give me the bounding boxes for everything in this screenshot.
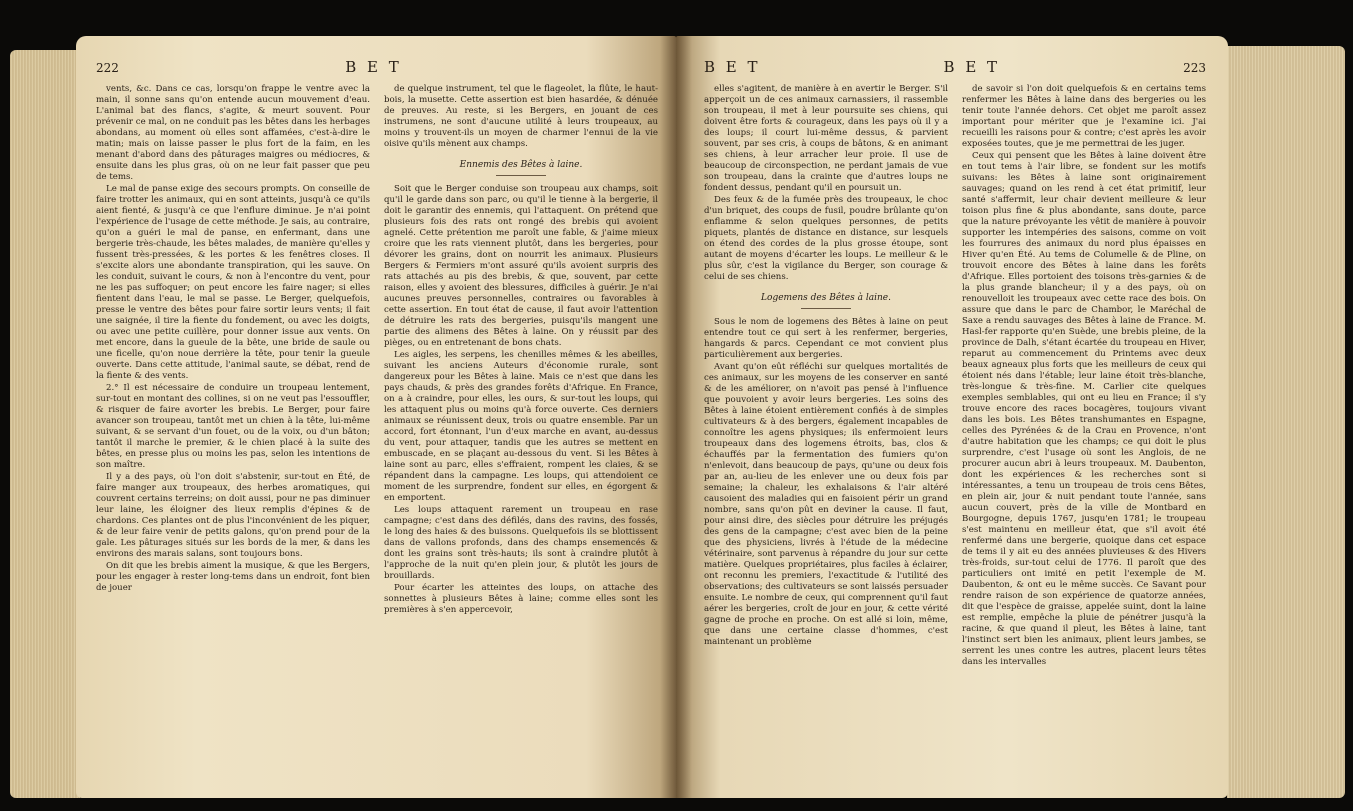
paragraph: Sous le nom de logemens des Bêtes à laine on peut entendre tout ce qui sert à les renfermer, bergeries, hangards & parcs. Cependant ce mot convient plus particulièrement aux bergeries. [704,317,948,360]
paragraph: vents, &c. Dans ce cas, lorsqu'on frappe le ventre avec la main, il sonne sans qu'on entende aucun mouvement d'eau. L'animal bat des flancs, s'agite, & meurt souvent. Pour prévenir ce mal, on ne conduit pas les bêtes dans les herbages abondans, au moment où elles sont affamées, c'est-à-dire le matin; mais on laisse passer le plus fort de la faim, en les menant d'abord dans des pâturages maigres ou médiocres, & ensuite dans les plus gras, où on ne leur fait passer que peu de tems. [96,84,370,182]
right-running-head-right: B E T [943,58,1001,76]
left-page-edges [10,50,80,798]
paragraph: Il y a des pays, où l'on doit s'abstenir, sur-tout en Été, de faire manger aux troupeaux, des herbes aromatiques, qui couvrent certains terreins; on doit aussi, pour ne pas diminuer leur laine, les éloigner des lieux remplis d'épines & de chardons. Ces plantes ont de plus l'inconvénient de les piquer, & de leur faire venir de petits galons, qu'on prend pour de la gale. Les pâturages situés sur les bords de la mer, & dans les environs des marais salans, sont toujours bons. [96,472,370,559]
paragraph: Le mal de panse exige des secours prompts. On conseille de faire trotter les animaux, qui en sont atteints, jusqu'à ce qu'ils aient fienté, & jusqu'à ce que l'enflure diminue. Je n'ai point l'expérience de l'usage de cette méthode. Je sais, au contraire, qu'on a guéri le mal de panse, en enfermant, dans une bergerie très-chaude, les bêtes malades, de manière qu'elles y fussent très-pressées, & les portes & les fenêtres closes. Il s'excite alors une abondante transpiration, qui les sauve. On les conduit, suivant le cours, & non à l'encontre du vent, pour ne les pas suffoquer; on peut encore les faire nager; si elles fientent dans l'eau, le mal se passe. Le Berger, quelquefois, presse le ventre des bêtes pour faire sortir leurs vents; il fait une saignée, il tire la fiente du fondement, ou avec les doigts, ou avec une petite cuillère, pour donner issue aux vents. On met encore, dans la gueule de la bête, une bride de saule ou une ficelle, qu'on noue derrière la tête, pour tenir la gueule ouverte. Dans cette attitude, l'animal saute, se débat, rend de la fiente & des vents. [96,184,370,381]
paragraph: Ceux qui pensent que les Bêtes à laine doivent être en tout tems à l'air libre, se fondent sur les motifs suivans: les Bêtes à laine sont originairement sauvages; quand on les rend à cet état primitif, leur santé s'affermit, leur chair devient meilleure & leur toison plus fine & plus abondante, sans doute, parce que la nature prévoyante les vêtit de manière à pouvoir supporter les intempéries des saisons, comme on voit les fourrures des animaux du nord plus épaisses en Hiver qu'en Été. Au tems de Columelle & de Pline, on trouvoit encore des Bêtes à laine dans les forêts d'Afrique. Elles portoient des toisons très-garnies & de la plus grande blancheur; il y a des pays, où on renouvelloit les troupeaux avec cette race des bois. On assure que dans le parc de Chambor, le Maréchal de Saxe a rendu sauvages des Bêtes à laine de France. M. Hasl-fer rapporte qu'en Suède, une brebis pleine, de la province de Dalh, s'étant écartée du troupeau en Hiver, reparut au commencement du Printems avec deux beaux agneaux plus forts que les meilleurs de ceux qui étoient nés dans l'étable; leur laine étoit très-blanche, très-longue & très-fine. M. Carlier cite quelques exemples semblables, qui ont eu lieu en France; il s'y trouve encore des races bocagères, toujours vivant dans les bois. Les Bêtes transhumantes en Espagne, celles des Pyrénées & de la Crau en Provence, n'ont d'autre habitation que les champs; ce qui doit le plus surprendre, c'est l'usage où sont les Anglois, de ne procurer aucun abri à leurs troupeaux. M. Daubenton, dont les expériences & les recherches sont si intéressantes, a tenu un troupeau de trois cens Bêtes, en plein air, jour & nuit pendant toute l'année, sans aucun couvert, près de la ville de Montbard en Bourgogne, depuis 1767, jusqu'en 1781; le troupeau s'est maintenu en meilleur état, que s'il avoit été renfermé dans une bergerie, quoique dans cet espace de tems il y ait eu des années pluvieuses & des Hivers très-froids, sur-tout celui de 1776. Il paroît que des particuliers ont imité en petit l'exemple de M. Daubenton, & ont eu le même succès. Ce Savant pour rendre raison de son expérience de quatorze années, dit que l'espèce de graisse, appelée suint, dont la laine est remplie, empêche la pluie de pénétrer jusqu'à la racine, & que quand il pleut, les Bêtes à laine, tant l'instinct sert bien les animaux, plient leurs jambes, se serrent les unes contre les autres, placent leurs têtes dans les intervalles [962,151,1206,667]
paragraph: Pour écarter les atteintes des loups, on attache des sonnettes à plusieurs Bêtes à laine; comme elles sont les premières à s'en appercevoir, [384,583,658,615]
right-page-edges [1227,46,1345,798]
section-heading: Logemens des Bêtes à laine. [704,293,948,309]
paragraph: de quelque instrument, tel que le flageolet, la flûte, le haut-bois, la musette. Cette assertion est bien hasardée, & dénuée de preuves. Au reste, si les Bergers, en jouant de ces instrumens, ne sont d'aucune utilité à leurs troupeaux, au moins y trouvent-ils un moyen de charmer l'ennui de la vie oisive qu'ils mènent aux champs. [384,84,658,149]
paragraph: Avant qu'on eût réfléchi sur quelques mortalités de ces animaux, sur les moyens de les conserver en santé & de les améliorer, on n'avoit pas pensé à l'influence que pouvoient y avoir leurs bergeries. Les soins des Bêtes à laine étoient entièrement confiés à de simples cultivateurs & à des bergers, également incapables de connoître les agens physiques; ils enfermoient leurs troupeaux dans des logemens étroits, bas, clos & échauffés par la fermentation des fumiers qu'on n'enlevoit, dans beaucoup de pays, qu'une ou deux fois par an, au-lieu de les enlever une ou deux fois par semaine; la chaleur, les exhalaisons & l'air altéré causoient des maladies qui en faisoient périr un grand nombre, sans qu'on pût en deviner la cause. Il faut, pour ainsi dire, des siècles pour détruire les préjugés des gens de la campagne; c'est avec bien de la peine que des physiciens, livrés à l'étude de la médecine vétérinaire, sont parvenus à répandre du jour sur cette matière. Quelques propriétaires, plus faciles à éclairer, ont reconnu les premiers, l'exactitude & l'utilité des observations; des cultivateurs se sont laissés persuader ensuite. Le nombre de ceux, qui comprennent qu'il faut aérer les bergeries, croît de jour en jour, & cette vérité gagne de proche en proche. On est allé si loin, même, que dans une certaine classe d'hommes, c'est maintenant un problème [704,362,948,647]
section-heading: Ennemis des Bêtes à laine. [384,160,658,176]
open-book [10,6,1345,806]
paragraph: Les loups attaquent rarement un troupeau en rase campagne; c'est dans des défilés, dans des ravins, des fossés, le long des haies & des buissons. Quelquefois ils se blottissent dans de vallons profonds, dans des champs ensemencés & dont les grains sont très-hauts; ils sont à craindre plutôt à l'approche de la nuit qu'en plein jour, & plutôt les jours de brouillards. [384,505,658,581]
right-page-number: 223 [1183,61,1206,75]
right-page [676,36,1228,798]
left-page-number: 222 [96,61,119,75]
book-gutter [660,36,692,798]
left-running-head: B E T [345,58,402,76]
paragraph: On dit que les brebis aiment la musique, & que les Bergers, pour les engager à rester long-tems dans un endroit, font bien de jouer [96,561,370,593]
right-page-header [704,58,1206,78]
left-page [76,36,676,798]
paragraph: Soit que le Berger conduise son troupeau aux champs, soit qu'il le garde dans son parc, ou qu'il le tienne à la bergerie, il doit le garantir des ennemis, qui l'attaquent. On prétend que plusieurs fois des rats ont rongé des brebis qui avoient agnelé. Cette prétention me paroît une fable, & j'aime mieux croire que les rats viennent plutôt, dans les bergeries, pour dévorer les grains, dont on nourrit les animaux. Plusieurs Bergers & Fermiers m'ont assuré qu'ils avoient surpris des rats attachés au pis des brebis, & que, souvent, par cette raison, elles y avoient des blessures, difficiles à guérir. Je n'ai aucunes preuves personnelles, contraires ou favorables à cette assertion. En tout état de cause, il faut avoir l'attention de détruire les rats des bergeries, puisqu'ils mangent une partie des alimens des Bêtes à laine. On y réussit par des pièges, ou en entretenant de bons chats. [384,184,658,348]
paragraph: Les aigles, les serpens, les chenilles mêmes & les abeilles, suivant les anciens Auteurs d'économie rurale, sont dangereux pour les Bêtes à laine. Mais ce n'est que dans les pays chauds, & près des grandes forêts d'Afrique. En France, on a à craindre, pour elles, les ours, & sur-tout les loups, qui les attaquent plus ou moins qu'à force ouverte. Ces derniers animaux se réunissent deux, trois ou quatre ensemble. Par un accord, fort étonnant, l'un d'eux marche en avant, au-dessus du vent, pour attaquer, tandis que les autres se mettent en embuscade, en se plaçant au-dessous du vent. Si les Bêtes à laine sont au parc, elles s'effraient, rompent les claies, & se répandent dans la campagne. Les loups, qui attendoient ce moment de les surprendre, fondent sur elles, en égorgent & en emportent. [384,350,658,503]
paragraph: 2.° Il est nécessaire de conduire un troupeau lentement, sur-tout en montant des collines, si on ne veut pas l'essouffler, & risquer de faire avorter les brebis. Le Berger, pour faire avancer son troupeau, tantôt met un chien à la tête, lui-même suivant, & se servant d'un fouet, ou de la voix, ou d'un bâton; tantôt il marche le premier, & le chien placé à la suite des bêtes, en presse plus ou moins les pas, selon les intentions de son maître. [96,383,370,470]
paragraph: de savoir si l'on doit quelquefois & en certains tems renfermer les Bêtes à laine dans des bergeries ou les tenir toute l'année dehors. Cet objet me paroît assez important pour mériter que je l'examine ici. J'ai recueilli les raisons pour & contre; c'est après les avoir exposées toutes, que je me permettrai de les juger. [962,84,1206,149]
left-page-header [96,58,658,78]
right-column-2 [962,84,1206,668]
right-running-head-left: B E T [704,58,761,76]
left-column-1 [96,84,370,616]
right-column-1 [704,84,948,668]
paragraph: elles s'agitent, de manière à en avertir le Berger. S'il apperçoit un de ces animaux carnassiers, il rassemble son troupeau, il met à leur poursuite ses chiens, qui doivent être forts & courageux, dans les pays où il y a des loups; il court lui-même dessus, & parvient souvent, par ses cris, à coups de bâtons, & en animant ses chiens, à leur arracher leur proie. Il use de beaucoup de circonspection, ne perdant jamais de vue son troupeau, dans la crainte que d'autres loups ne fondent dessus, pendant qu'il en poursuit un. [704,84,948,193]
paragraph: Des feux & de la fumée près des troupeaux, le choc d'un briquet, des coups de fusil, poudre brûlante qu'on enflamme & selon quelques personnes, de petits piquets, plantés de distance en distance, sur lesquels on étend des cordes de la plus grosse étoupe, sont autant de moyens d'écarter les loups. Le meilleur & le plus sûr, c'est la vigilance du Berger, son courage & celui de ses chiens. [704,195,948,282]
left-column-2 [384,84,658,616]
